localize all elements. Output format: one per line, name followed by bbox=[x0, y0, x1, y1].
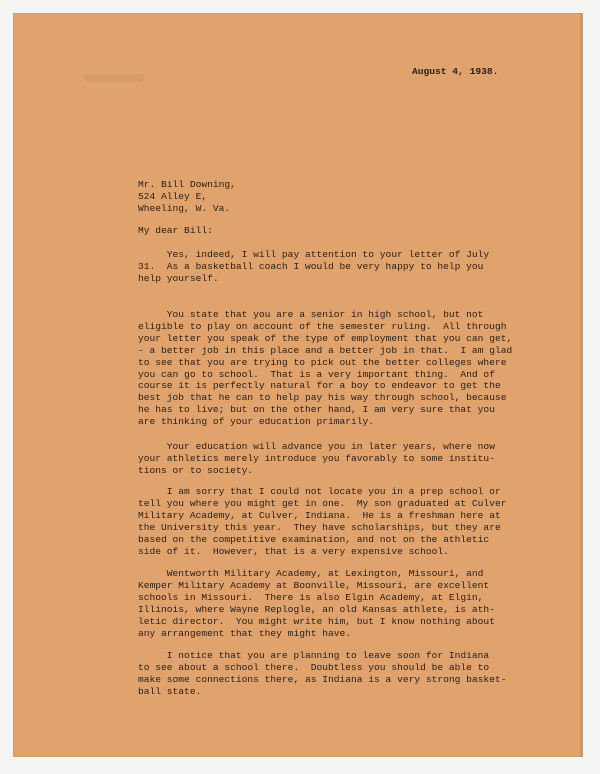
recipient-address: Mr. Bill Downing, 524 Alley E, Wheeling, W. Va. bbox=[138, 179, 236, 214]
paragraph-2: You state that you are a senior in high school, but not eligible to play on account of the semester ruling. All through your letter you speak of the type of employment that you can get, - a better job in this place and a better job in that. I am glad to see that you are trying to pick out the better colleges where you can go to school. That is a very important thing. And of course it is perfectly natural for a boy to endeavor to get the best job that he can to help pay his way through school, because he has to live; but on the other hand, I am very sure that you are thinking of your education primarily. bbox=[138, 309, 513, 428]
letter-date: August 4, 1938. bbox=[412, 66, 499, 77]
letter-page bbox=[14, 14, 582, 756]
paragraph-3: Your education will advance you in later years, where now your athletics merely introduce you favorably to some institu- tions or to society. bbox=[138, 441, 495, 476]
salutation: My dear Bill: bbox=[138, 225, 213, 236]
faint-letterhead-mark bbox=[84, 74, 144, 82]
paragraph-1: Yes, indeed, I will pay attention to your letter of July 31. As a basketball coach I would be very happy to help you help yourself. bbox=[138, 249, 490, 284]
paragraph-5: Wentworth Military Academy, at Lexington, Missouri, and Kemper Military Academy at Boonville, Missouri, are excellent schools in Missouri. There is also Elgin Academy, at Elgin, Illinois, where Wayne Replogle, an old Kansas athlete, is ath- letic director. You might write him, but I know nothing about any arrangement that they might have. bbox=[138, 568, 495, 639]
paragraph-4: I am sorry that I could not locate you in a prep school or tell you where you might get in one. My son graduated at Culver Military Academy, at Culver, Indiana. He is a freshman here at the University this year. They have scholarships, but they are based on the competitive examination, and not on the athletic side of it. However, that is a very expensive school. bbox=[138, 486, 507, 557]
paragraph-6: I notice that you are planning to leave soon for Indiana to see about a school there. Doubtless you should be able to make some connections there, as Indiana is a very strong basket- ball state. bbox=[138, 650, 507, 697]
